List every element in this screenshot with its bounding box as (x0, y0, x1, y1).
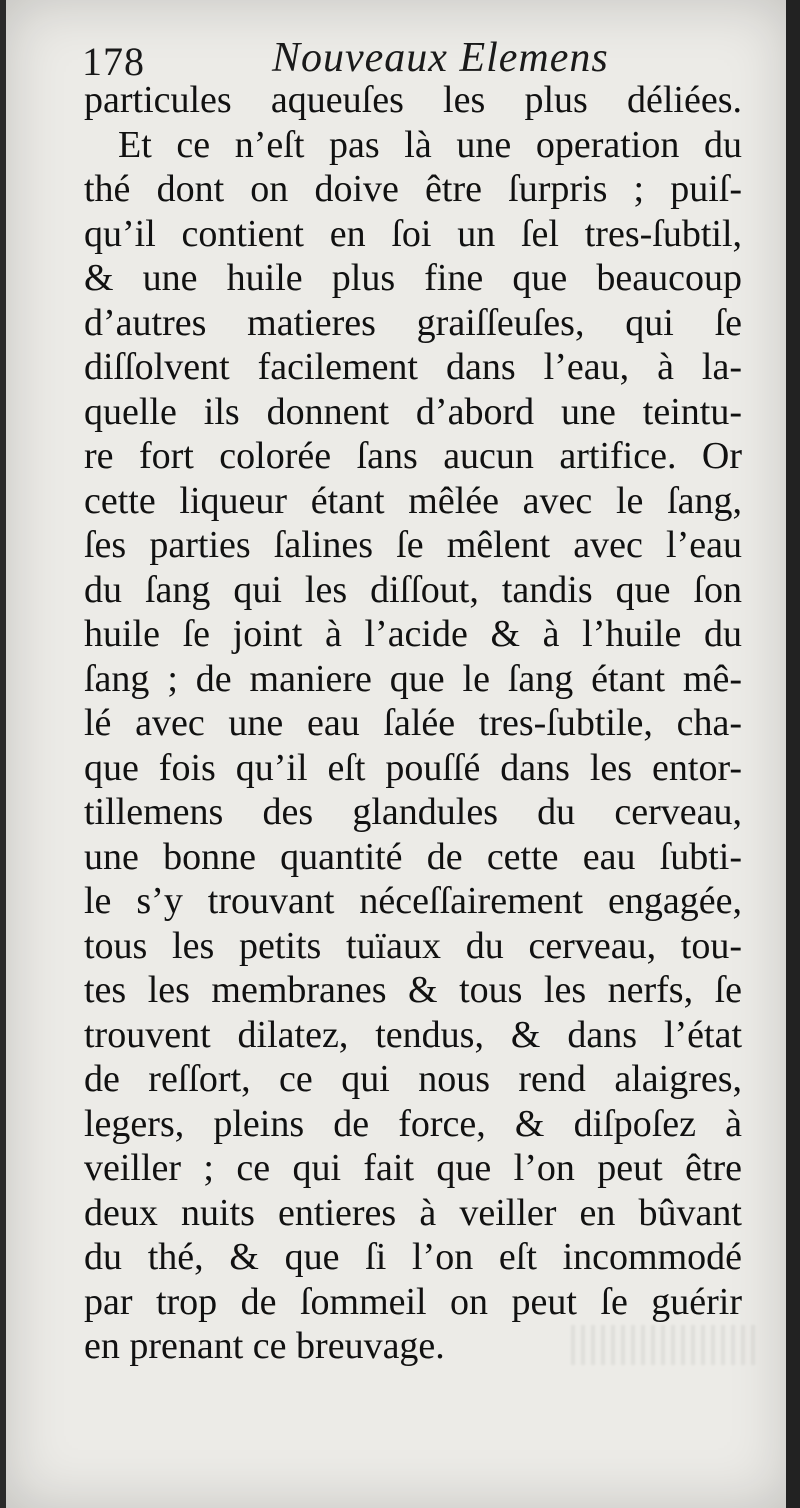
text-line: du thé, & que ſi l’on eſt incommodé (84, 1236, 742, 1278)
running-title: Nouveaux Elemens (272, 35, 609, 81)
page-edge (786, 0, 800, 1508)
text-line: tous les petits tuïaux du cerveau, tou- (84, 924, 742, 967)
text-line: lé avec une eau ſalée tres-ſubtile, cha- (84, 702, 742, 744)
body-text (84, 78, 742, 1369)
text-line: Et ce n’eſt pas là une operation du (118, 123, 742, 166)
text-line: veiller ; ce qui fait que l’on peut être (84, 1147, 742, 1189)
book-page (6, 0, 790, 1508)
text-line: & une huile plus fine que beaucoup (84, 257, 742, 299)
text-line: cette liqueur étant mêlée avec le ſang, (84, 479, 742, 522)
text-line: ſang ; de maniere que le ſang étant mê- (84, 657, 742, 700)
text-line: le s’y trouvant néceſſairement engagée, (84, 880, 742, 922)
page-number: 178 (82, 39, 145, 84)
text-line: qu’il contient en ſoi un ſel tres-ſubtil, (84, 212, 742, 255)
text-line: huile ſe joint à l’acide & à l’huile du (84, 613, 742, 655)
page-header (82, 30, 762, 84)
text-line: en prenant ce breuvage. (84, 1325, 445, 1367)
text-line: thé dont on doive être ſurpris ; puiſ- (84, 168, 742, 210)
text-line: par trop de ſommeil on peut ſe guérir (84, 1280, 742, 1323)
text-line: d’autres matieres graiſſeuſes, qui ſe (84, 301, 742, 344)
text-line: du ſang qui les diſſout, tandis que ſon (84, 568, 742, 611)
text-line: deux nuits entieres à veiller en bûvant (84, 1191, 742, 1234)
text-line: ſes parties ſalines ſe mêlent avec l’eau (84, 524, 742, 566)
text-line: legers, pleins de force, & diſpoſez à (84, 1102, 742, 1145)
text-line: re fort colorée ſans aucun artifice. Or (84, 435, 742, 477)
show-through-bleed (571, 1325, 761, 1365)
text-line: trouvent dilatez, tendus, & dans l’état (84, 1013, 742, 1056)
text-line: tes les membranes & tous les nerfs, ſe (84, 969, 742, 1011)
text-line: que fois qu’il eſt pouſſé dans les entor- (84, 746, 742, 789)
text-line: particules aqueuſes les plus déliées. (84, 79, 742, 121)
text-line: de reſſort, ce qui nous rend alaigres, (84, 1058, 742, 1100)
text-line: tillemens des glandules du cerveau, (84, 791, 742, 833)
text-line: quelle ils donnent d’abord une teintu- (84, 390, 742, 433)
text-line: une bonne quantité de cette eau ſubti- (84, 835, 742, 878)
text-line: diſſolvent facilement dans l’eau, à la- (84, 346, 742, 388)
